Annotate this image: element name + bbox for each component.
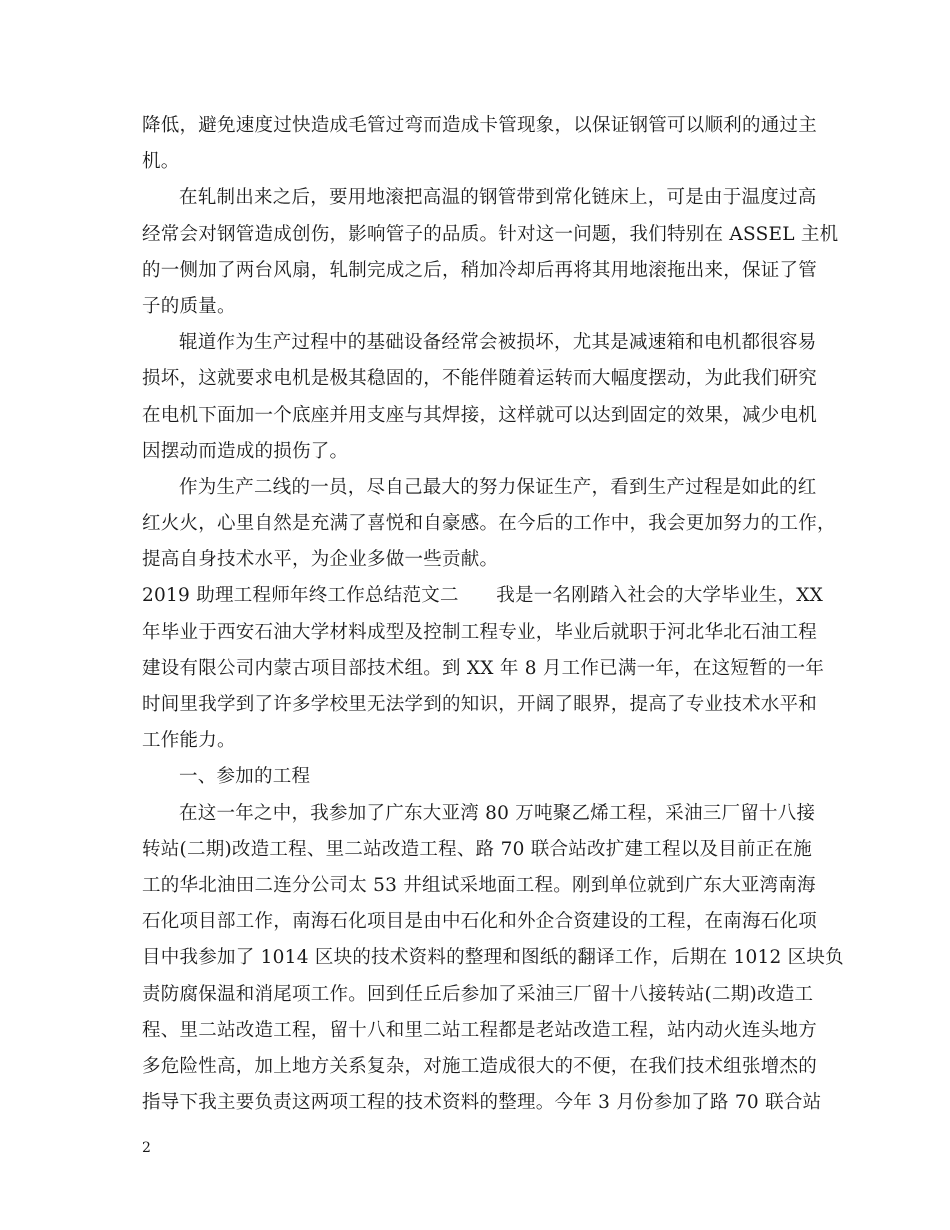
body-text bbox=[142, 115, 844, 1129]
text-line: 红火火，心里自然是充满了喜悦和自豪感。在今后的工作中，我会更加努力的工作， bbox=[142, 513, 836, 535]
text-line: 在轧制出来之后，要用地滚把高温的钢管带到常化链床上，可是由于温度过高 bbox=[179, 187, 817, 209]
text-line: 时间里我学到了许多学校里无法学到的知识，开阔了眼界，提高了专业技术水平和 bbox=[142, 694, 818, 715]
text-line: 在电机下面加一个底座并用支座与其焊接，这样就可以达到固定的效果，减少电机 bbox=[142, 404, 818, 426]
text-line: 年毕业于西安石油大学材料成型及控制工程专业，毕业后就职于河北华北石油工程 bbox=[142, 621, 818, 643]
text-line: 工作能力。 bbox=[142, 730, 236, 752]
text-line: 机。 bbox=[142, 151, 180, 173]
text-line: 提高自身技术水平，为企业多做一些贡献。 bbox=[142, 549, 499, 571]
text-line: 损坏，这就要求电机是极其稳固的，不能伴随着运转而大幅度摆动，为此我们研究 bbox=[142, 368, 818, 390]
text-line: 在这一年之中，我参加了广东大亚湾 80 万吨聚乙烯工程，采油三厂留十八接 bbox=[179, 802, 816, 824]
text-line: 子的质量。 bbox=[142, 295, 236, 317]
text-line: 工的华北油田二连分公司太 53 井组试采地面工程。刚到单位就到广东大亚湾南海 bbox=[142, 874, 816, 896]
subheading-line: 一、参加的工程 bbox=[179, 766, 311, 788]
page-number: 2 bbox=[142, 1140, 151, 1156]
text-line: 程、里二站改造工程，留十八和里二站工程都是老站改造工程，站内动火连头地方 bbox=[142, 1019, 818, 1041]
text-line: 目中我参加了 1014 区块的技术资料的整理和图纸的翻译工作，后期在 1012 区块负 bbox=[142, 947, 844, 969]
text-line: 的一侧加了两台风扇，轧制完成之后，稍加冷却后再将其用地滚拖出来，保证了管 bbox=[142, 259, 818, 281]
text-line: 降低，避免速度过快造成毛管过弯而造成卡管现象，以保证钢管可以顺利的通过主 bbox=[142, 115, 818, 136]
text-line: 责防腐保温和消尾项工作。回到任丘后参加了采油三厂留十八接转站(二期)改造工 bbox=[142, 983, 814, 1005]
text-line: 辊道作为生产过程中的基础设备经常会被损坏，尤其是减速箱和电机都很容易 bbox=[179, 332, 817, 354]
text-line: 因摆动而造成的损伤了。 bbox=[142, 440, 349, 462]
text-line: 指导下我主要负责这两项工程的技术资料的整理。今年 3 月份参加了路 70 联合站 bbox=[142, 1092, 822, 1114]
text-line: 建设有限公司内蒙古项目部技术组。到 XX 年 8 月工作已满一年，在这短暂的一年 bbox=[142, 657, 825, 679]
text-line: 作为生产二线的一员，尽自己最大的努力保证生产，看到生产过程是如此的红 bbox=[179, 476, 817, 498]
text-line: 转站(二期)改造工程、里二站改造工程、路 70 联合站改扩建工程以及目前正在施 bbox=[142, 838, 812, 860]
section-title-line: 2019 助理工程师年终工作总结范文二 我是一名刚踏入社会的大学毕业生，XX bbox=[142, 585, 824, 607]
text-line: 多危险性高，加上地方关系复杂，对施工造成很大的不便，在我们技术组张增杰的 bbox=[142, 1055, 818, 1077]
text-line: 石化项目部工作，南海石化项目是由中石化和外企合资建设的工程，在南海石化项 bbox=[142, 911, 818, 933]
text-line: 经常会对钢管造成创伤，影响管子的品质。针对这一问题，我们特别在 ASSEL 主机 bbox=[142, 223, 839, 245]
